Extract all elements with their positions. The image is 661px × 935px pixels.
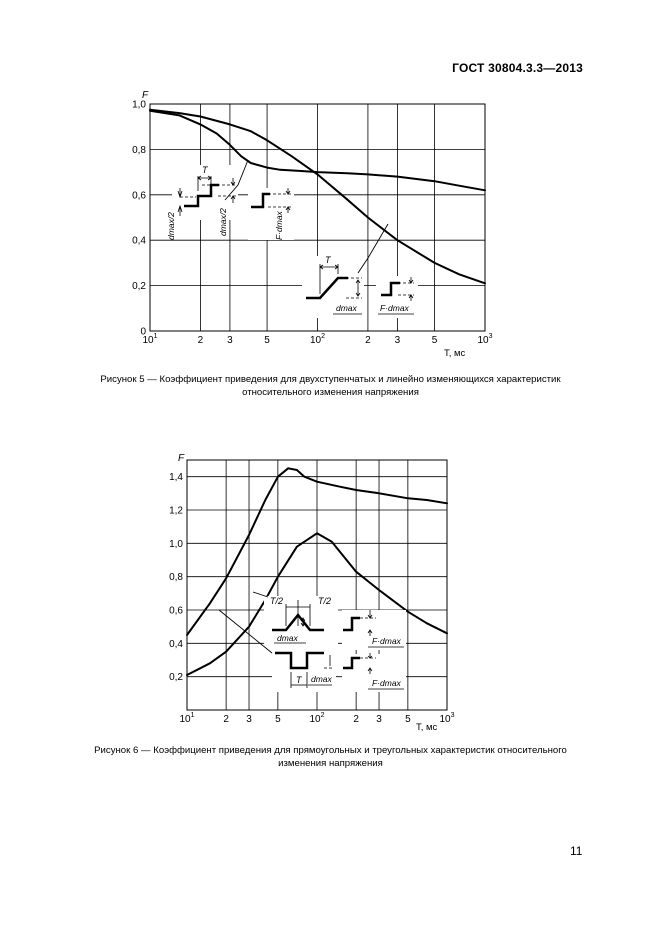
caption-line: относительного изменения напряжения	[242, 387, 419, 398]
x-tick-label: $10^2$	[309, 333, 326, 346]
y-axis-label: F	[142, 90, 149, 101]
inset-rectangle-dmax: dmax	[311, 674, 332, 684]
x-tick-label: 2	[365, 335, 371, 346]
x-axis-label: T, мс	[416, 722, 438, 732]
inset-T-half-right: T/2	[318, 596, 332, 606]
inset-ramp-T-label: T	[325, 255, 331, 265]
inset-step	[248, 188, 294, 240]
x-tick-exponent: 3	[450, 712, 455, 719]
x-tick-label: $10^1$	[179, 712, 195, 725]
inset-rectangle-T: T	[296, 675, 302, 685]
inset-ramp-dmax-label: dmax	[336, 303, 357, 313]
inset-triangle-dmax: dmax	[277, 633, 298, 643]
inset-rectangle	[272, 648, 336, 692]
x-tick-label: $10^3$	[477, 333, 493, 346]
x-tick-exponent: 2	[320, 712, 325, 719]
y-axis-label: F	[178, 453, 185, 464]
y-tick-label: 0,6	[132, 190, 146, 202]
figure-5-caption	[40, 373, 621, 399]
y-tick-label: 0	[140, 326, 146, 338]
x-tick-exponent: 3	[488, 333, 493, 340]
inset-half-dmax-label-2: dmax/2	[218, 208, 228, 236]
x-tick-label: 5	[264, 335, 270, 346]
inset-half-dmax-label: dmax/2	[166, 212, 176, 240]
y-tick-label: 0,4	[169, 638, 183, 650]
inset-F-dmax-label: F·dmax	[274, 211, 284, 240]
inset-T-half-left: T/2	[270, 596, 284, 606]
x-tick-exponent: 2	[321, 333, 326, 340]
x-tick-label: $10^2$	[309, 712, 325, 725]
document-header: ГОСТ 30804.3.3—2013	[452, 61, 583, 75]
y-tick-label: 0,6	[169, 605, 183, 617]
x-tick-label: 3	[246, 714, 252, 725]
x-tick-exponent: 1	[190, 712, 195, 719]
inset-T-label: T	[202, 165, 208, 175]
x-tick-label: 3	[227, 335, 233, 346]
page-number: 11	[570, 844, 583, 858]
y-tick-label: 0,8	[132, 144, 146, 156]
y-tick-label: 0,4	[132, 235, 146, 247]
x-tick-exponent: 1	[153, 333, 158, 340]
caption-line: изменения напряжения	[278, 758, 383, 769]
x-tick-label: 2	[223, 714, 229, 725]
y-tick-label: 1,0	[169, 538, 183, 550]
caption-line: Рисунок 5 — Коэффициент приведения для двухступенчатых и линейно изменяющихся характеристик	[100, 374, 561, 385]
inset-step-upper-label: F·dmax	[372, 636, 401, 646]
x-tick-label: 5	[405, 714, 411, 725]
y-tick-label: 1,4	[169, 472, 183, 484]
y-tick-label: 0,8	[169, 572, 183, 584]
x-tick-label: 2	[353, 714, 359, 725]
y-tick-label: 0,2	[132, 281, 146, 293]
x-tick-label: 5	[275, 714, 281, 725]
x-tick-label: 3	[376, 714, 382, 725]
x-tick-label: 5	[431, 335, 438, 346]
inset-step-2-F-dmax-label: F·dmax	[380, 303, 409, 313]
inset-step-lower-label: F·dmax	[372, 678, 401, 688]
x-tick-label: $10^1$	[142, 333, 158, 346]
x-tick-label: 2	[197, 335, 204, 346]
caption-line: Рисунок 6 — Коэффициент приведения для прямоугольных и треугольных характеристик относительного	[94, 745, 567, 756]
x-tick-label: 3	[394, 335, 401, 346]
y-tick-label: 1,0	[132, 99, 146, 111]
x-axis-label: T, мс	[444, 348, 466, 359]
x-tick-label: $10^3$	[439, 712, 455, 725]
figure-6-caption	[40, 744, 621, 770]
figure-5-chart	[0, 88, 661, 370]
y-tick-label: 1,2	[169, 505, 183, 517]
figure-6-chart	[0, 450, 661, 732]
y-tick-label: 0,2	[169, 672, 183, 684]
